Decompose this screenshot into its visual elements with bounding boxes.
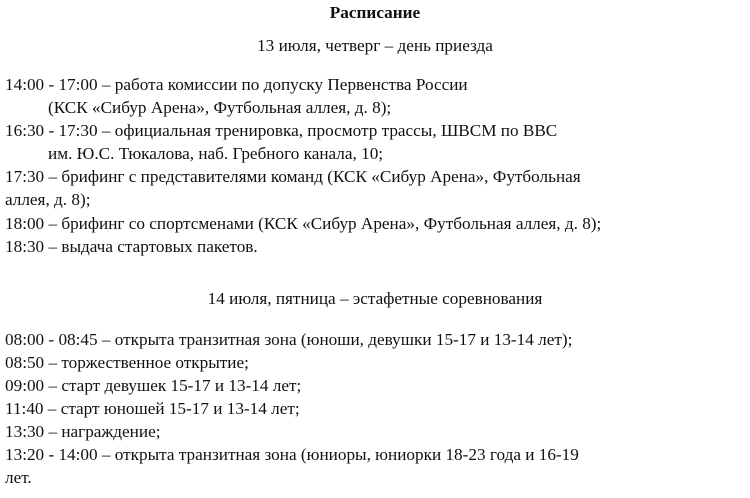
- schedule-line: 18:00 – брифинг со спортсменами (КСК «Сибур Арена», Футбольная аллея, д. 8);: [5, 214, 602, 233]
- schedule-line: 13:20 - 14:00 – открыта транзитная зона (юниоры, юниорки 18-23 года и 16-19: [5, 445, 579, 464]
- schedule-line-continuation: (КСК «Сибур Арена», Футбольная аллея, д. 8);: [48, 98, 392, 117]
- schedule-line-continuation: аллея, д. 8);: [5, 190, 91, 209]
- day-heading-13-july: 13 июля, четверг – день приезда: [257, 36, 493, 55]
- schedule-line-continuation: им. Ю.С. Тюкалова, наб. Гребного канала, 10;: [48, 144, 384, 163]
- schedule-line: 18:30 – выдача стартовых пакетов.: [5, 237, 258, 256]
- schedule-line: 08:00 - 08:45 – открыта транзитная зона (юноши, девушки 15-17 и 13-14 лет);: [5, 330, 573, 349]
- schedule-line-continuation: лет.: [5, 468, 32, 487]
- schedule-line: 08:50 – торжественное открытие;: [5, 353, 249, 372]
- day-heading-14-july: 14 июля, пятница – эстафетные соревнования: [207, 289, 543, 308]
- schedule-line: 14:00 - 17:00 – работа комиссии по допуску Первенства России: [5, 75, 468, 94]
- schedule-line: 09:00 – старт девушек 15-17 и 13-14 лет;: [5, 376, 302, 395]
- schedule-line: 17:30 – брифинг с представителями команд (КСК «Сибур Арена», Футбольная: [5, 167, 581, 186]
- schedule-line: 13:30 – награждение;: [5, 422, 161, 441]
- schedule-line: 11:40 – старт юношей 15-17 и 13-14 лет;: [5, 399, 300, 418]
- page-title: Расписание: [329, 3, 421, 22]
- schedule-line: 16:30 - 17:30 – официальная тренировка, просмотр трассы, ШВСМ по ВВС: [5, 121, 558, 140]
